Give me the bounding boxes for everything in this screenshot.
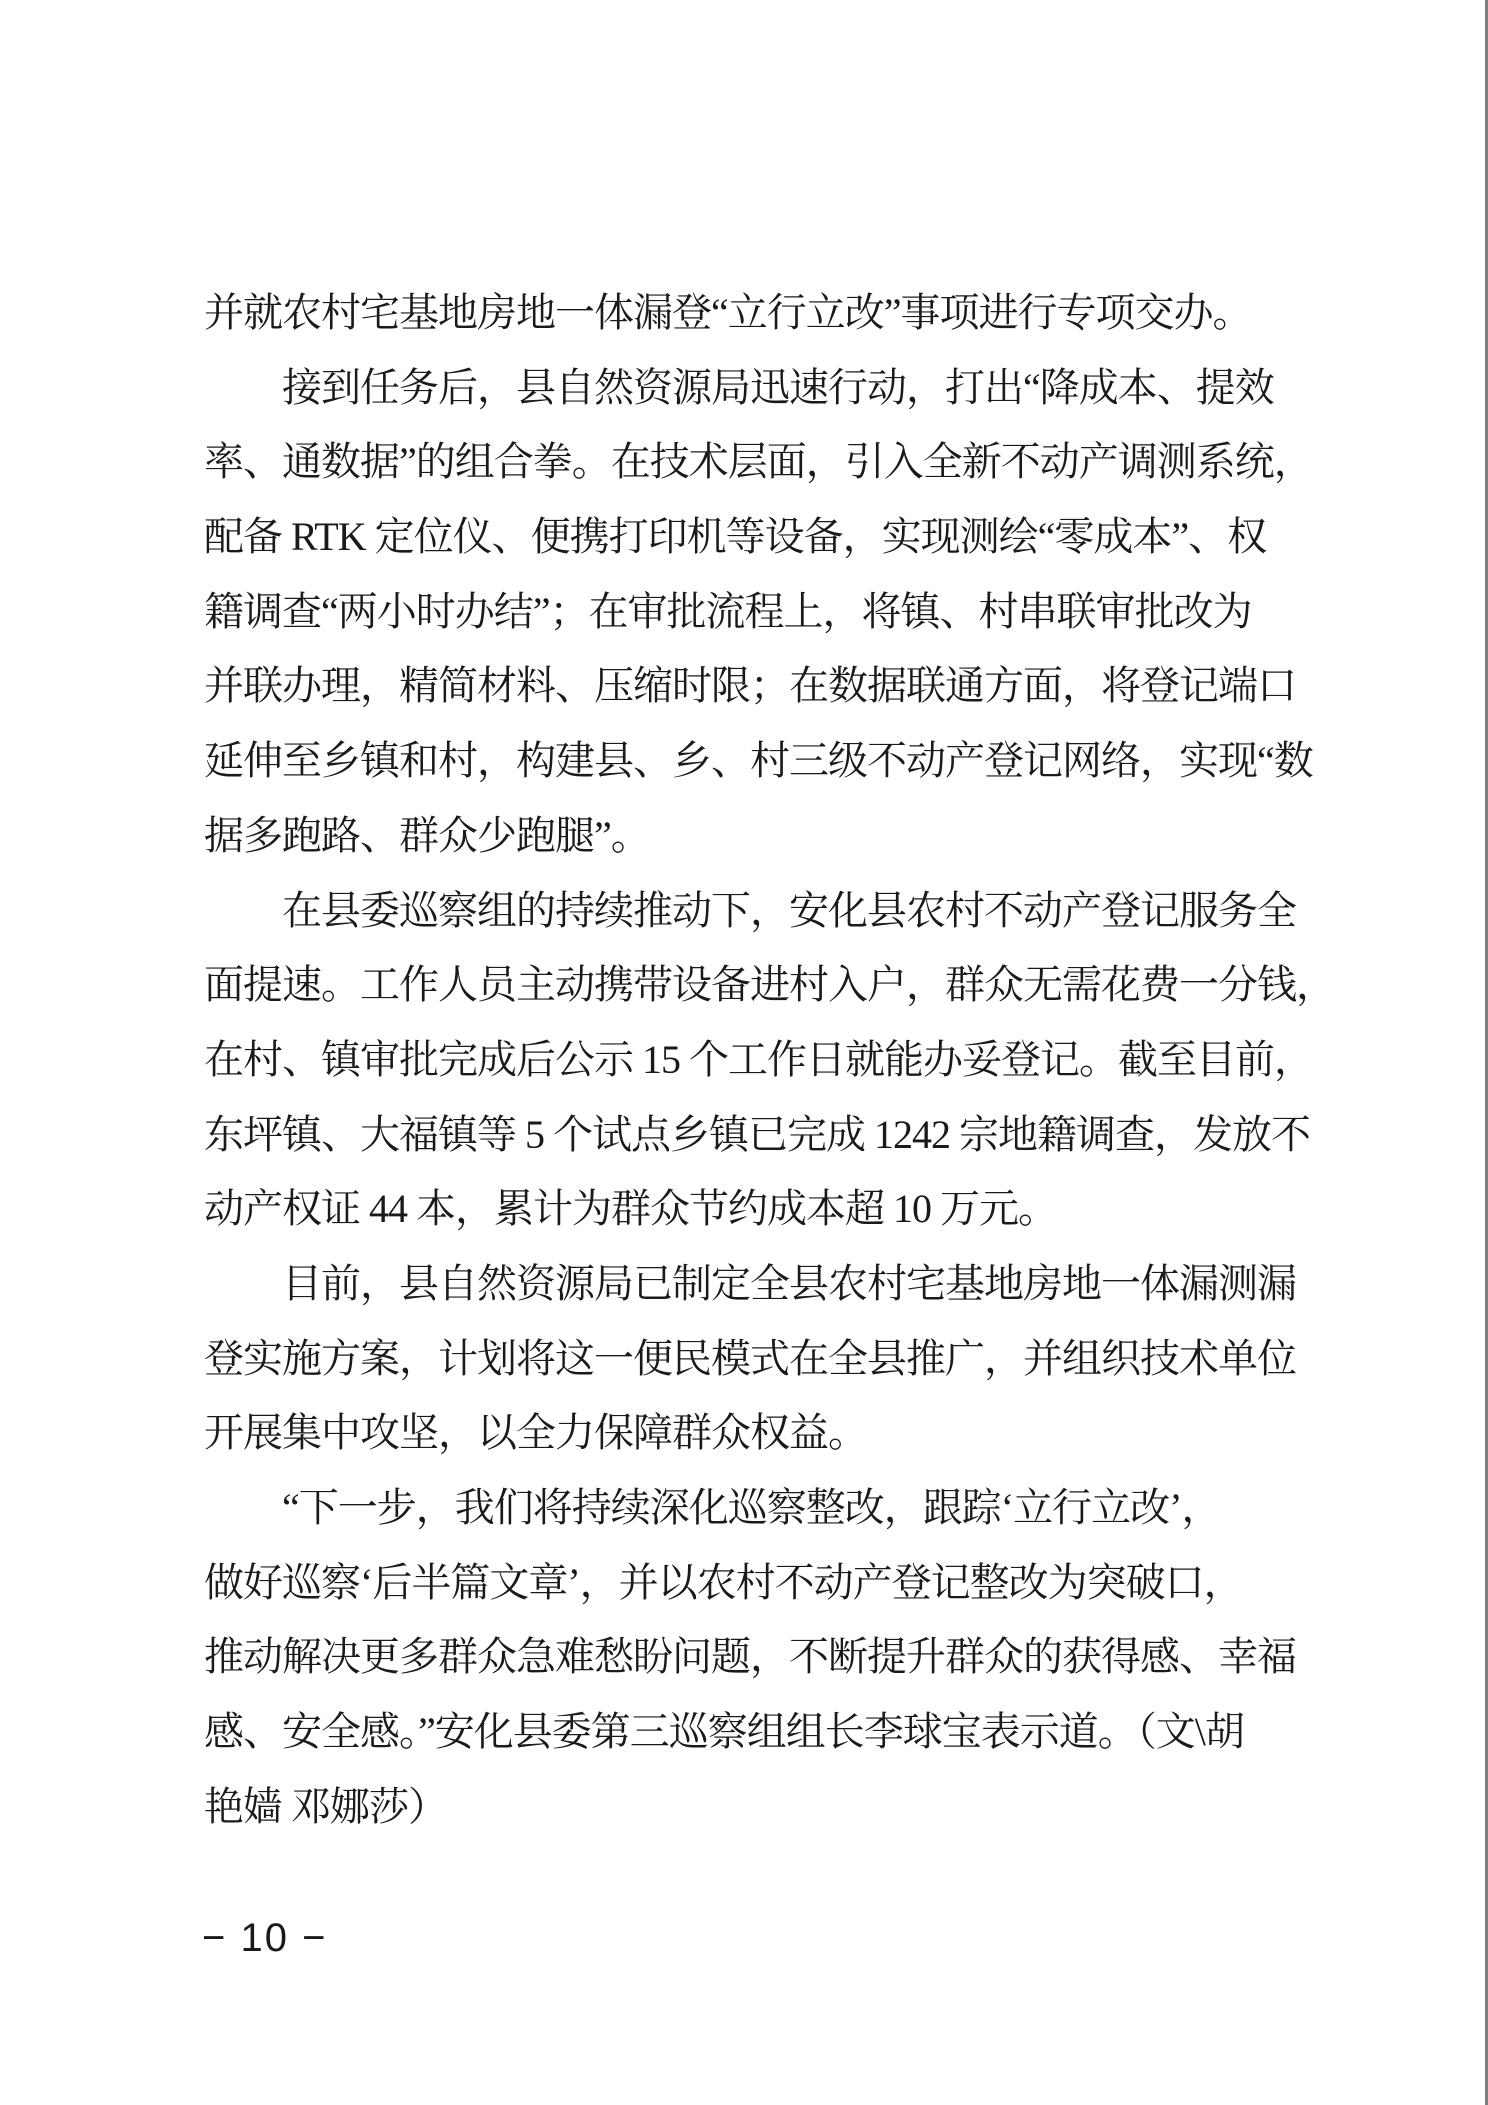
text-line: 据多跑路、群众少跑腿”。	[204, 812, 650, 858]
page-number: − 10 −	[202, 1916, 328, 1960]
text-line: 籍调查“两小时办结”；在审批流程上，将镇、村串联审批改为	[204, 588, 1252, 634]
text-line: 并联办理，精简材料、压缩时限；在数据联通方面，将登记端口	[204, 663, 1296, 709]
text-line: 做好巡察‘后半篇文章’，并以农村不动产登记整改为突破口，	[204, 1559, 1243, 1605]
text-line: 面提速。工作人员主动携带设备进村入户，群众无需花费一分钱，	[204, 962, 1335, 1008]
text-line: 率、通数据”的组合拳。在技术层面，引入全新不动产调测系统，	[204, 439, 1313, 485]
text-line: 动产权证 44 本，累计为群众节约成本超 10 万元。	[204, 1186, 1057, 1232]
document-body	[204, 276, 1344, 1844]
text-line: 艳嫱 邓娜莎）	[204, 1783, 447, 1829]
text-line: 登实施方案，计划将这一便民模式在全县推广，并组织技术单位	[204, 1335, 1296, 1381]
text-line: 推动解决更多群众急难愁盼问题，不断提升群众的获得感、幸福	[204, 1634, 1296, 1680]
text-line: 东坪镇、大福镇等 5 个试点乡镇已完成 1242 宗地籍调查，发放不	[204, 1111, 1310, 1157]
text-line: 在县委巡察组的持续推动下，安化县农村不动产登记服务全	[282, 887, 1296, 933]
text-line: 目前，县自然资源局已制定全县农村宅基地房地一体漏测漏	[282, 1260, 1296, 1306]
text-line: 感、安全感。”安化县委第三巡察组组长李球宝表示道。（文\胡	[204, 1709, 1244, 1755]
text-line: 开展集中攻坚，以全力保障群众权益。	[204, 1410, 867, 1456]
text-line: 延伸至乡镇和村，构建县、乡、村三级不动产登记网络，实现“数	[204, 738, 1313, 784]
text-line: 配备 RTK 定位仪、便携打印机等设备，实现测绘“零成本”、权	[204, 514, 1267, 560]
text-line: 在村、镇审批完成后公示 15 个工作日就能办妥登记。截至目前，	[204, 1036, 1313, 1082]
text-line: 并就农村宅基地房地一体漏登“立行立改”事项进行专项交办。	[204, 290, 1252, 335]
text-line: 接到任务后，县自然资源局迅速行动，打出“降成本、提效	[282, 364, 1274, 410]
text-line: “下一步，我们将持续深化巡察整改，跟踪‘立行立改’，	[282, 1485, 1221, 1530]
